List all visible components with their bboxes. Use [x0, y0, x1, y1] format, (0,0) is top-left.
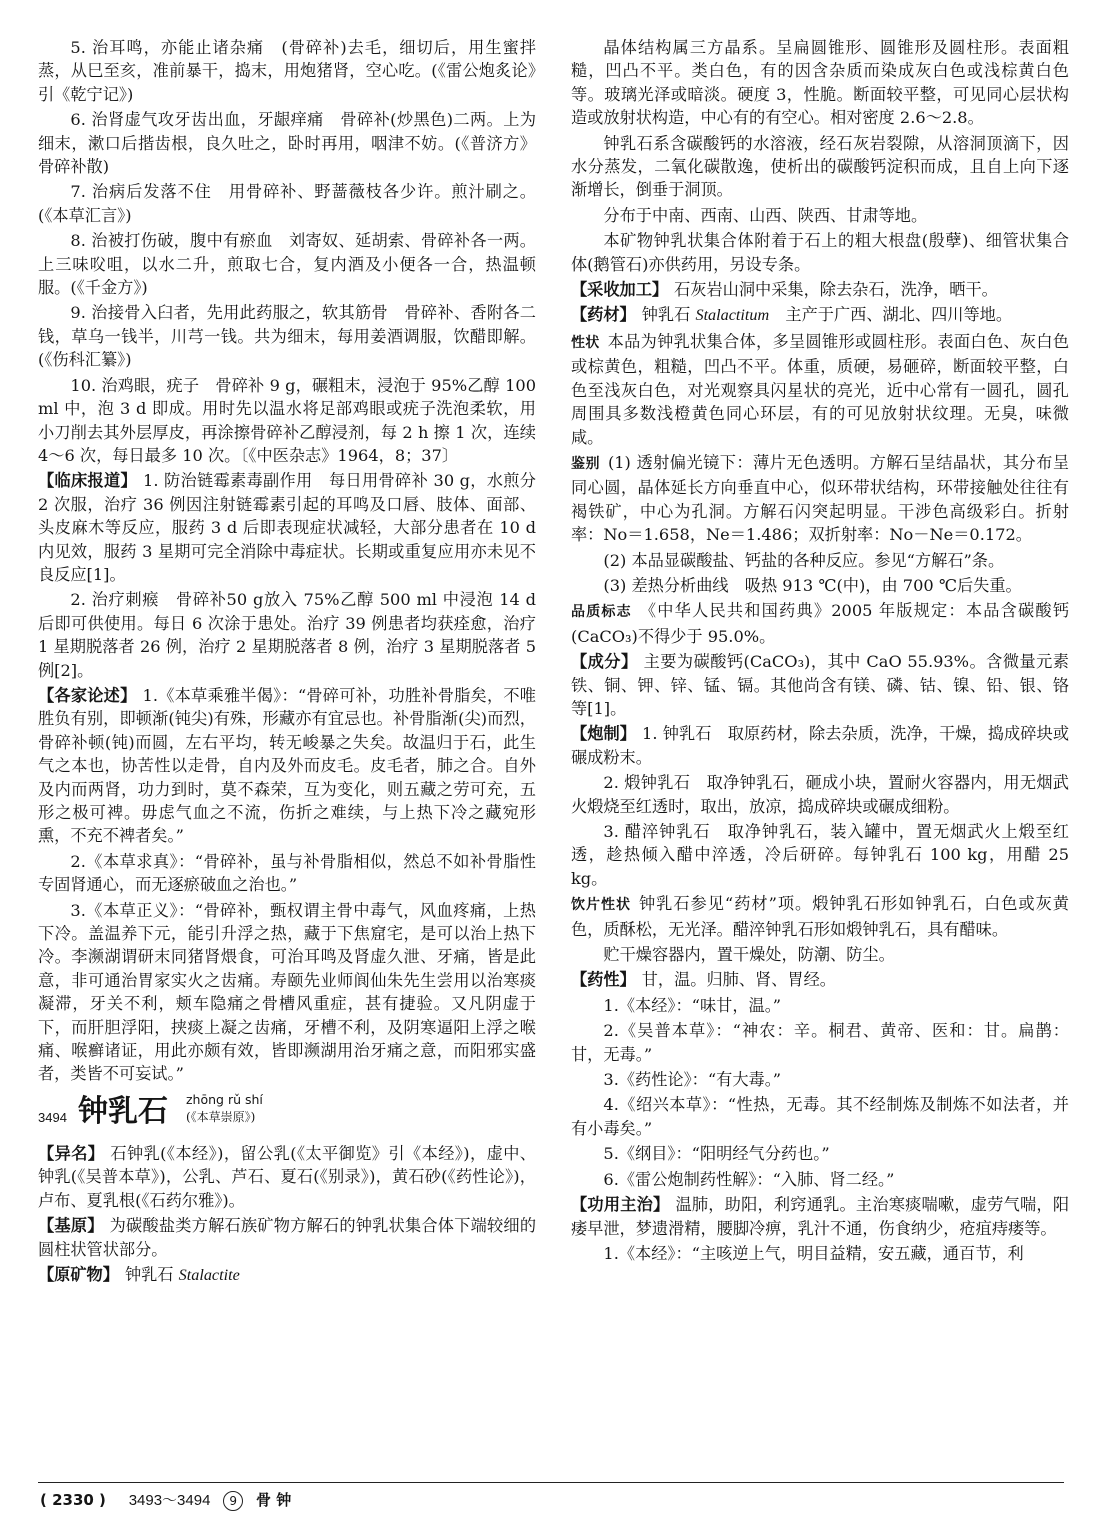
paragraph [571, 132, 1069, 202]
section-label: 【异名】 [38, 1143, 105, 1163]
paragraph-text: (1) 透射偏光镜下：薄片无色透明。方解石呈结晶状，其分布呈同心圆，晶体延长方向垂直中心，似环带状结构，环带接触处往往有褐铁矿，中心为孔洞。方解石闪突起明显。干涉色高级彩白。折射率：No＝1.658，Ne＝1.486；双折射率：No－Ne＝0.172。 [571, 452, 1070, 545]
paragraph-text: 钟乳石系含碳酸钙的水溶液，经石灰岩裂隙，从溶洞顶滴下，因水分蒸发，二氧化碳散逸，使析出的碳酸钙淀积而成，且自上向下逐渐增长，倒垂于洞顶。 [571, 133, 1069, 200]
paragraph-text: 主产于广西、湖北、四川等地。 [769, 305, 1013, 325]
right-column [571, 36, 1069, 1267]
paragraph-text: 分布于中南、西南、山西、陕西、甘肃等地。 [603, 205, 928, 225]
section-label: 【临床报道】 [38, 471, 138, 491]
paragraph-text: 2.《本草求真》：“骨碎补，虽与补骨脂相似，然总不如补骨脂性专固肾通心，而无逐瘀破血之治也。” [38, 851, 536, 895]
paragraph-text: 钟乳石参见“药材”项。煅钟乳石形如钟乳石，白色或灰黄色，质酥松，无光泽。醋淬钟乳石形如煅钟乳石，具有醋味。 [571, 894, 1069, 939]
paragraph-text: 甘，温。归肺、肾、胃经。 [641, 970, 836, 990]
paragraph [571, 650, 1069, 720]
paragraph [38, 588, 536, 682]
paragraph-text: 1.《本经》：“味甘，温。” [603, 995, 782, 1015]
paragraph [571, 549, 1069, 572]
volume-badge: 9 [223, 1491, 243, 1511]
paragraph-text: 3.《本草正义》：“骨碎补，甄权谓主骨中毒气，风血疼痛，上热下冷。盖温养下元，能引升浮之热，藏于下焦窟宅，是可以治上热下冷。李濒湖谓研末同猪肾煨食，可治耳鸣及肾虚久泄、牙痛，皆是此意，非可通治胃家实火之齿痛。寿颐先业师阆仙朱先生尝用以治寒痰凝滞，牙关不利，颊车隐痛之骨槽风重症，甚有捷验。又凡阴虚于下，而肝胆浮阳，挟痰上凝之齿痛，牙槽不利，及阴寒逼阳上浮之喉痛、喉癣诸证，用此亦颇有效，皆即濒湖用治牙痛之意，而阳邪实盛者，类皆不可妄试。” [38, 900, 536, 1084]
paragraph [38, 684, 536, 848]
paragraph-text: 石灰岩山洞中采集，除去杂石，洗净，晒干。 [674, 280, 998, 300]
paragraph [38, 374, 536, 468]
paragraph [571, 303, 1069, 327]
paragraph-text: 1.《本草乘雅半偈》：“骨碎可补，功胜补骨脂矣，不唯胜负有别，即顿渐(钝尖)有殊，形藏亦有宜忌也。补骨脂渐(尖)而烈，骨碎补顿(钝)而圆，左右平均，转无峻暴之失矣。故温归于石，此生气之本也，协苦性以走骨，自内及外而皮毛。皮毛者，肺之合。自外及内而两肾，功力到时，莫不森荣，互为变化，则五藏之劳可充，五形之极可裨。毋虑气血之不流，伤折之难续，与上热下冷之藏宛形熏，不充不裨者矣。” [38, 685, 536, 846]
paragraph [571, 892, 1069, 941]
paragraph [571, 1142, 1069, 1165]
paragraph [571, 204, 1069, 227]
paragraph-text: 3.《药性论》：“有大毒。” [603, 1070, 782, 1090]
section-label: 【各家论述】 [38, 685, 137, 705]
section-label: 【药性】 [571, 970, 636, 990]
paragraph [571, 722, 1069, 769]
paragraph-text: (2) 本品显碳酸盐、钙盐的各种反应。参见“方解石”条。 [603, 550, 1005, 570]
section-label: 【采收加工】 [571, 280, 669, 300]
paragraph-text: 石钟乳(《本经》)，留公乳(《太平御览》引《本经》)，虚中、钟乳(《吴普本草》)，公乳、芦石、夏石(《别录》)，黄石砂(《药性论》)，卢布、夏乳根(《石药尔雅》)。 [38, 1143, 536, 1210]
paragraph [38, 36, 536, 106]
paragraph-text: 1.《本经》：“主咳逆上气，明目益精，安五藏，通百节，利 [603, 1243, 1024, 1263]
left-column [38, 36, 536, 1289]
paragraph-text: 10. 治鸡眼，疣子 骨碎补 9 g，碾粗末，浸泡于 95%乙醇 100 ml 中，泡 3 d 即成。用时先以温水将足部鸡眼或疣子洗泡柔软，用小刀削去其外层厚皮，再涂擦骨碎补乙醇浸剂，每 2 h 擦 1 次，连续 4～6 次，每日最多 10 次。〔《中医杂志》1964，8；37〕 [38, 375, 536, 465]
section-label: 【药材】 [571, 305, 636, 325]
paragraph [38, 301, 536, 371]
paragraph [571, 968, 1069, 991]
paragraph-text: 1. 钟乳石 取原药材，除去杂质，洗净，干燥，捣成碎块或碾成粉末。 [571, 724, 1070, 767]
paragraph-text: 贮干燥容器内，置干燥处，防潮、防尘。 [603, 945, 895, 965]
section-label: 饮片性状 [571, 897, 631, 914]
paragraph-text: 8. 治被打伤破，腹中有瘀血 刘寄奴、延胡索、骨碎补各一两。上三味㕮咀，以水二升，煎取七合，复内酒及小便各一合，热温顿服。(《千金方》) [38, 231, 536, 298]
paragraph [571, 330, 1069, 449]
paragraph-text: 6.《雷公炮制药性解》：“入肺、肾二经。” [603, 1169, 895, 1189]
footer-rule [38, 1482, 1064, 1483]
paragraph [571, 574, 1069, 597]
paragraph-text: 9. 治接骨入臼者，先用此药服之，软其筋骨 骨碎补、香附各二钱，草乌一钱半，川芎一钱。共为细末，每用姜酒调服，饮醋即解。(《伤科汇纂》) [38, 303, 536, 370]
section-label: 鉴别 [571, 455, 600, 472]
paragraph [571, 229, 1069, 276]
paragraph [571, 1068, 1069, 1091]
paragraph [38, 469, 536, 586]
paragraph-text: 4.《绍兴本草》：“性热，无毒。其不经制炼及制炼不如法者，并有小毒矣。” [571, 1095, 1069, 1138]
entry-heading [38, 1092, 536, 1136]
paragraph [38, 180, 536, 227]
page-number: ( 2330 ) [40, 1491, 106, 1509]
paragraph [571, 1093, 1069, 1140]
paragraph [571, 451, 1069, 547]
paragraph-text: 钟乳石 [124, 1264, 179, 1284]
paragraph [571, 599, 1069, 648]
paragraph [38, 850, 536, 897]
paragraph-text: 2. 煅钟乳石 取净钟乳石，砸成小块，置耐火容器内，用无烟武火煅烧至红透时，取出，放凉，捣成碎块或碾成细粉。 [571, 773, 1069, 816]
index-characters: 骨 钟 [256, 1491, 292, 1509]
paragraph-text: 1. 防治链霉素毒副作用 每日用骨碎补 30 g，水煎分 2 次服，治疗 36 例因注射链霉素引起的耳鸣及口唇、肢体、面部、头皮麻木等反应，服药 3 d 后即表现症状减轻，大部分患者在 10 d 内见效，服药 3 星期可完全消除中毒症状。长期或重复应用亦未见不良反应[1]。 [38, 471, 536, 584]
entry-pinyin: zhōng rǔ shí [186, 1091, 263, 1107]
paragraph [571, 994, 1069, 1017]
section-label: 【原矿物】 [38, 1264, 119, 1284]
paragraph-text: 3. 醋淬钟乳石 取净钟乳石，装入罐中，置无烟武火上煅至红透，趁热倾入醋中淬透，冷后研碎。每钟乳石 100 kg，用醋 25 kg。 [571, 822, 1069, 888]
latin-name: Stalactite [178, 1265, 240, 1284]
section-label: 【功用主治】 [571, 1195, 670, 1215]
paragraph [571, 943, 1069, 966]
paragraph [38, 899, 536, 1086]
entry-range: 3493～3494 [128, 1492, 211, 1509]
paragraph [38, 1263, 536, 1287]
entry-source: (《本草崇原》) [186, 1109, 256, 1124]
paragraph-text: 2.《吴普本草》：“神农：辛。桐君、黄帝、医和：甘。扁鹊：甘，无毒。” [571, 1021, 1069, 1064]
paragraph [571, 771, 1069, 818]
section-label: 【基原】 [38, 1216, 104, 1236]
paragraph-text: (3) 差热分析曲线 吸热 913 ℃(中)，由 700 ℃后失重。 [603, 575, 1022, 595]
paragraph [38, 1214, 536, 1261]
paragraph [571, 1019, 1069, 1066]
paragraph-text: 为碳酸盐类方解石族矿物方解石的钟乳状集合体下端较细的圆柱状管状部分。 [38, 1216, 537, 1259]
paragraph-text: 温肺，助阳，利窍通乳。主治寒痰喘嗽，虚劳气喘，阳痿早泄，梦遗滑精，腰脚冷痹，乳汁不通，伤食纳少，疮疽痔瘘等。 [571, 1195, 1070, 1238]
paragraph-text: 晶体结构属三方晶系。呈扁圆锥形、圆锥形及圆柱形。表面粗糙，凹凸不平。类白色，有的因含杂质而染成灰白色或浅棕黄白色等。玻璃光泽或暗淡。硬度 3，性脆。断面较平整，可见同心层状构造或放射状构造，中心有的有空心。相对密度 2.6～2.8。 [571, 38, 1069, 128]
paragraph-text: 5. 治耳鸣，亦能止诸杂痛 (骨碎补)去毛，细切后，用生蜜拌蒸，从巳至亥，准前暴干，捣末，用炮猪肾，空心吃。(《雷公炮炙论》引《乾宁记》) [38, 38, 536, 104]
paragraph [571, 278, 1069, 301]
paragraph [571, 1193, 1069, 1240]
paragraph-text: 7. 治病后发落不住 用骨碎补、野蔷薇枝各少许。煎汁刷之。(《本草汇言》) [38, 182, 536, 225]
paragraph-text: 5.《纲目》：“阳明经气分药也。” [603, 1144, 830, 1164]
section-label: 【炮制】 [571, 724, 637, 744]
entry-number: 3494 [38, 1109, 67, 1125]
paragraph [38, 1142, 536, 1212]
page-footer [40, 1488, 291, 1512]
paragraph-text: 主要为碳酸钙(CaCO₃)，其中 CaO 55.93%。含微量元素铁、铜、钾、锌、锰、镉。其他尚含有镁、磷、钴、镍、铅、银、铬等[1]。 [571, 652, 1069, 718]
paragraph [38, 229, 536, 299]
paragraph-text: 本品为钟乳状集合体，多呈圆锥形或圆柱形。表面白色、灰白色或棕黄色，粗糙，凹凸不平。体重，质硬，易砸碎，断面较平整，白色至浅灰白色，对光观察具闪星状的亮光，近中心常有一圆孔，圆孔周围具多数浅橙黄色同心环层，有的可见放射状纹理。无臭，味微咸。 [571, 331, 1070, 447]
paragraph-text: 钟乳石 [641, 305, 696, 325]
section-label: 【成分】 [571, 652, 638, 672]
paragraph [571, 1242, 1069, 1265]
paragraph [571, 1168, 1069, 1191]
section-label: 性状 [571, 334, 600, 351]
paragraph [38, 108, 536, 178]
paragraph [571, 820, 1069, 890]
paragraph-text: 6. 治肾虚气攻牙齿出血，牙龈痒痛 骨碎补(炒黑色)二两。上为细末，漱口后揩齿根，良久吐之，卧时再用，咽津不妨。(《普济方》骨碎补散) [38, 110, 537, 177]
paragraph-text: 《中华人民共和国药典》2005 年版规定：本品含碳酸钙(CaCO₃)不得少于 95.0%。 [571, 601, 1070, 646]
paragraph-text: 2. 治疗刺瘊 骨碎补50 g放入 75%乙醇 500 ml 中浸泡 14 d 后即可供使用。每日 6 次涂于患处。治疗 39 例患者均获痊愈，治疗 1 星期脱落者 26 例，治疗 2 星期脱落者 8 例，治疗 3 星期脱落者 5 例[2]。 [38, 590, 536, 680]
latin-name: Stalactitum [695, 306, 770, 325]
paragraph-text: 本矿物钟乳状集合体附着于石上的粗大根盘(殷孽)、细管状集合体(鹅管石)亦供药用，另设专条。 [571, 231, 1069, 274]
section-label: 品质标志 [571, 604, 632, 621]
entry-title: 钟乳石 [78, 1093, 168, 1129]
paragraph [571, 36, 1069, 130]
